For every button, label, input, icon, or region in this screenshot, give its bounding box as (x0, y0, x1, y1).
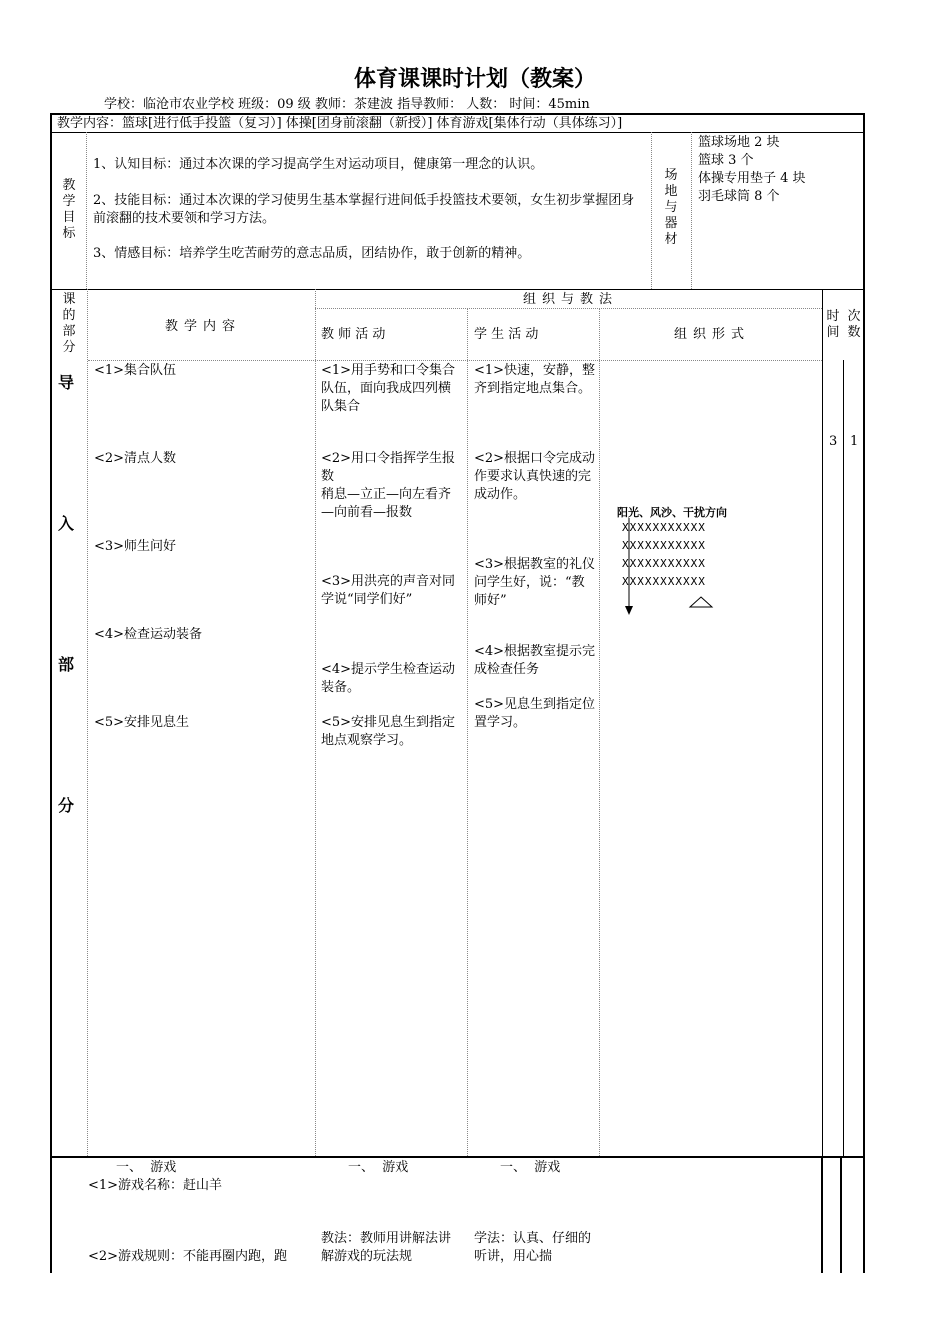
col-divider (822, 289, 823, 1156)
teacher-header: 教 师 活 动 (321, 327, 386, 342)
student-method: 学法：认真、仔细的听讲，用心揣 (474, 1231, 592, 1264)
col-divider (840, 1156, 842, 1273)
col-divider (843, 360, 844, 1156)
game-rules: <2>游戏规则：不能再圈内跑，跑 (88, 1249, 288, 1264)
content-header: 教学内容 (165, 319, 242, 334)
section-divider (50, 1156, 865, 1158)
col-divider (821, 1156, 823, 1273)
formation-row: XXXXXXXXXXX (622, 575, 706, 588)
content-item: <3>师生问好 (94, 539, 177, 554)
objective-2: 2、技能目标：通过本次课的学习使男生基本掌握行进间低手投篮技术要领，女生初步掌握团身前滚翻的技术要领和学习方法。 (93, 193, 635, 226)
header-bottom-divider (88, 360, 822, 361)
venue-item: 篮球 3 个 (698, 153, 754, 168)
content-item: <2>清点人数 (94, 451, 177, 466)
part-char: 部 (58, 655, 75, 674)
venue-label: 场地与器材 (664, 168, 678, 247)
teacher-position-icon (688, 596, 714, 610)
formation-row: XXXXXXXXXXX (622, 557, 706, 570)
student-activity: <3>根据教室的礼仪问学生好，说：“教师好” (474, 557, 596, 608)
teacher-activity: <1>用手势和口令集合队伍，面向我成四列横队集合 (321, 363, 456, 414)
game-name: <1>游戏名称：赶山羊 (88, 1178, 223, 1193)
part-char: 导 (58, 373, 75, 392)
part-header: 课的部分 (62, 292, 76, 355)
count-header: 次数 (847, 309, 861, 340)
page-title: 体育课课时计划（教案） (353, 67, 596, 92)
col-divider (651, 132, 652, 289)
time-header: 时间 (826, 309, 840, 340)
game-heading: 一、 游戏 (116, 1160, 177, 1175)
content-item: <1>集合队伍 (94, 363, 177, 378)
formation-row: XXXXXXXXXXX (622, 521, 706, 534)
col-divider (86, 132, 87, 289)
org-header: 组织与教法 (523, 292, 619, 307)
student-game-heading: 一、 游戏 (500, 1160, 561, 1175)
venue-item: 体操专用垫子 4 块 (698, 171, 806, 186)
formation-row: XXXXXXXXXXX (622, 539, 706, 552)
venue-item: 篮球场地 2 块 (698, 135, 780, 150)
part-char: 分 (58, 796, 75, 815)
content-item: <4>检查运动装备 (94, 627, 203, 642)
venue-item: 羽毛球筒 8 个 (698, 189, 780, 204)
teacher-activity: <3>用洪亮的声音对同学说“同学们好” (321, 574, 456, 607)
teacher-game-heading: 一、 游戏 (348, 1160, 409, 1175)
count-value: 1 (850, 434, 859, 449)
col-divider (467, 308, 468, 1156)
teacher-activity: <2>用口令指挥学生报数 (321, 451, 456, 484)
content-line: 教学内容：篮球[进行低手投篮（复习）] 体操[团身前滚翻（新授）] 体育游戏[集体行动（具体练习）] (57, 116, 623, 131)
col-divider (599, 308, 600, 1156)
formation-caption: 阳光、风沙、干扰方向 (617, 506, 727, 519)
student-activity: <1>快速，安静，整齐到指定地点集合。 (474, 363, 596, 396)
objectives-label: 教学目标 (62, 178, 76, 241)
table-left-border (50, 113, 52, 1273)
teacher-activity: 稍息—立正—向左看齐—向前看—报数 (321, 487, 452, 520)
form-header: 组织形式 (674, 327, 751, 342)
info-line: 学校：临沧市农业学校 班级：09 级 教师：茶建波 指导教师： 人数： 时间：45min (104, 97, 590, 112)
time-value: 3 (829, 434, 838, 449)
col-divider (691, 132, 692, 289)
teacher-method: 教法：教师用讲解法讲解游戏的玩法规 (321, 1231, 452, 1264)
col-divider (87, 289, 88, 1156)
student-activity: <2>根据口令完成动作要求认真快速的完成动作。 (474, 451, 596, 502)
objective-3: 3、情感目标：培养学生吃苦耐劳的意志品质，团结协作，敢于创新的精神。 (93, 246, 531, 261)
teacher-activity: <4>提示学生检查运动装备。 (321, 662, 456, 695)
col-divider (315, 289, 316, 1156)
direction-arrow-icon (622, 518, 636, 618)
part-char: 入 (58, 514, 75, 533)
teacher-activity: <5>安排见息生到指定地点观察学习。 (321, 715, 456, 748)
student-activity: <4>根据教室提示完成检查任务 (474, 644, 596, 677)
row-divider (50, 289, 865, 290)
objective-1: 1、认知目标：通过本次课的学习提高学生对运动项目，健康第一理念的认识。 (93, 157, 544, 172)
student-activity: <5>见息生到指定位置学习。 (474, 697, 596, 730)
content-item: <5>安排见息生 (94, 715, 190, 730)
student-header: 学 生 活 动 (474, 327, 539, 342)
table-right-border (863, 113, 865, 1273)
